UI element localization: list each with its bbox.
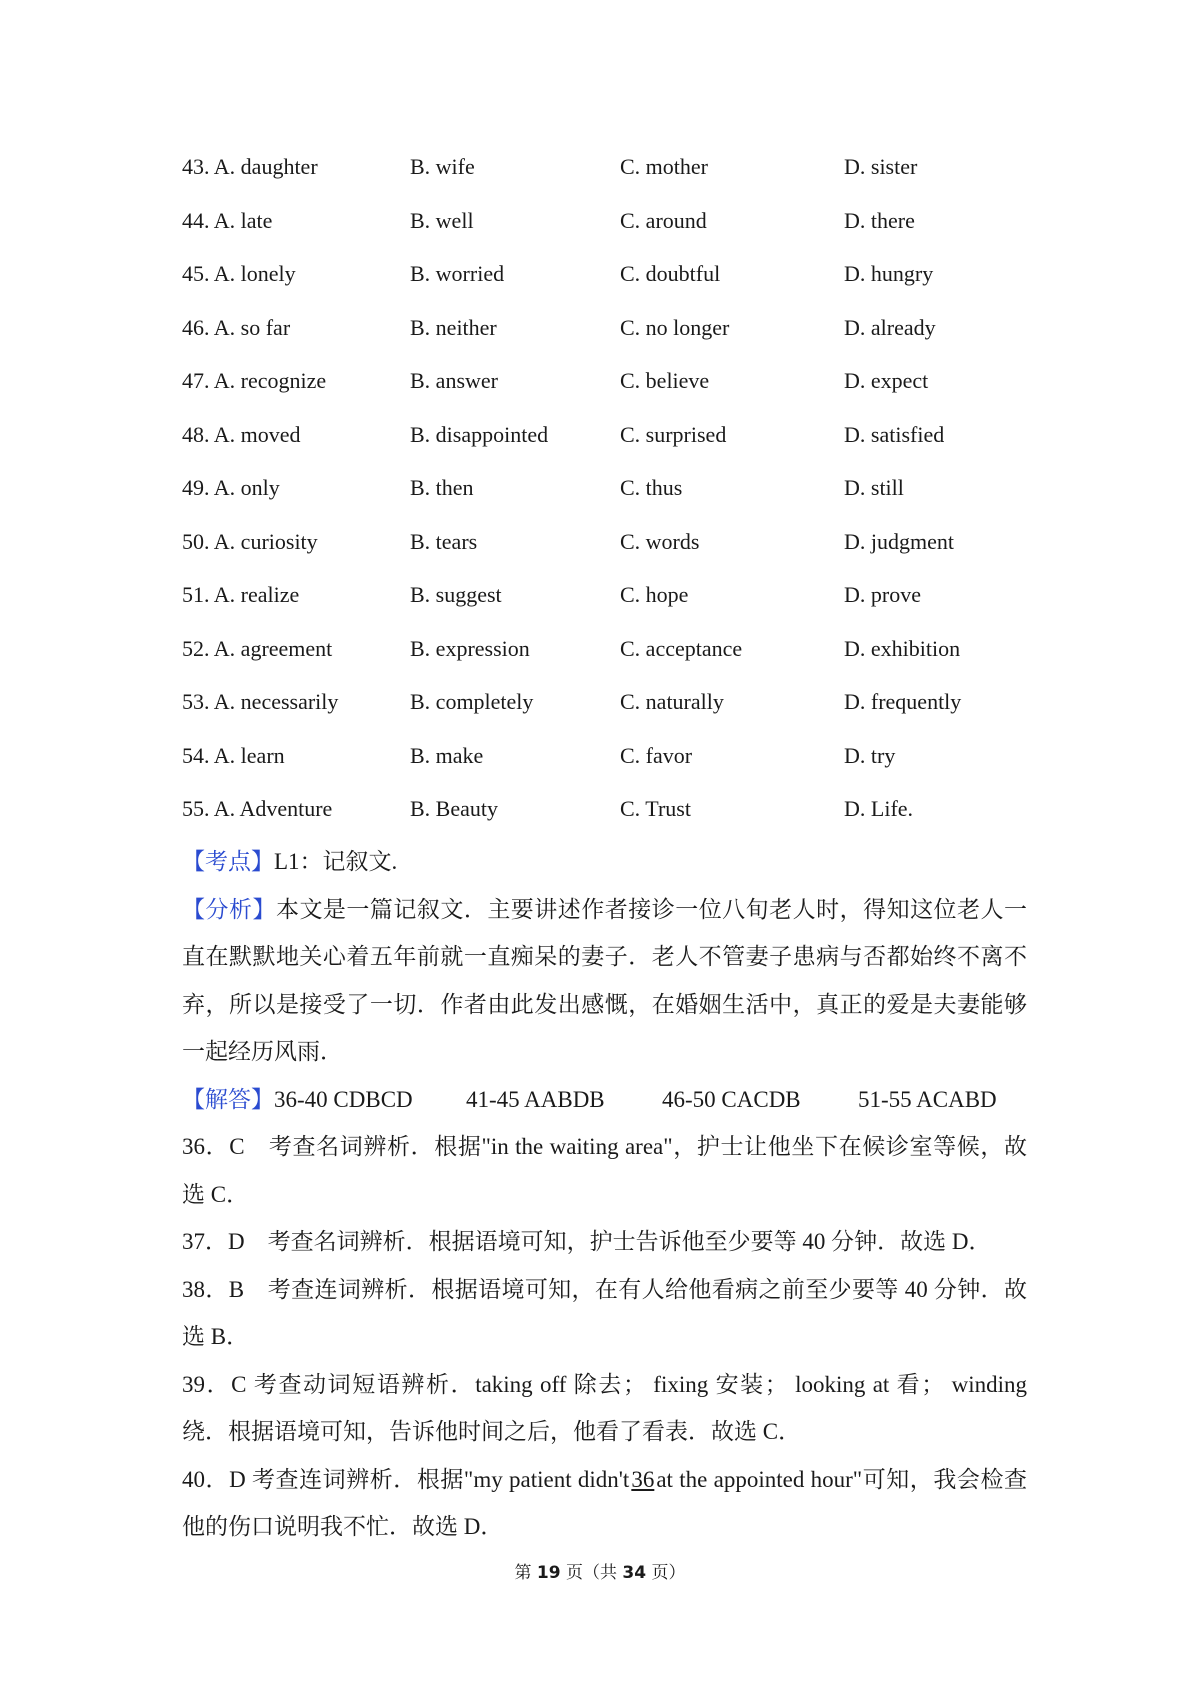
option: B. expression	[410, 635, 530, 661]
option: D. satisfied	[844, 421, 945, 447]
kaodian-paragraph	[182, 838, 1027, 886]
option: D. Life.	[844, 796, 914, 821]
fenxi-paragraph	[182, 886, 1027, 1076]
option: B. neither	[410, 314, 497, 340]
option: 49. A. only	[182, 475, 280, 500]
kaodian-text: L1：记叙文.	[274, 849, 398, 874]
option: D. there	[844, 207, 915, 233]
option: D. still	[844, 475, 904, 500]
option: C. favor	[620, 742, 693, 768]
answer-group: 36-40 CDBCD	[274, 1086, 413, 1112]
option: 53. A. necessarily	[182, 689, 339, 714]
option-row-54	[182, 743, 1062, 797]
option-row-51	[182, 582, 1062, 636]
option: 44. A. late	[182, 207, 273, 233]
option-row-53	[182, 689, 1062, 743]
option: 54. A. learn	[182, 742, 285, 768]
option: D. frequently	[844, 689, 962, 714]
answer-group: 41-45 AABDB	[466, 1086, 605, 1112]
option-row-47	[182, 368, 1062, 422]
option: C. doubtful	[620, 261, 721, 286]
item-36: 36．C 考查名词辨析．根据"in the waiting area"，护士让他坐下在候诊室等候，故选 C．	[182, 1134, 1027, 1207]
option: 55. A. Adventure	[182, 796, 333, 821]
option: D. try	[844, 742, 896, 768]
item-39: 39．C 考查动词短语辨析．taking off 除去； fixing 安装； looking at 看； winding 绕．根据语境可知，告诉他时间之后，他看了看表．故选 C．	[182, 1371, 1027, 1444]
option: C. surprised	[620, 421, 727, 447]
option: 46. A. so far	[182, 314, 291, 340]
option: D. hungry	[844, 261, 934, 286]
option: 52. A. agreement	[182, 635, 333, 661]
option-row-44	[182, 208, 1062, 262]
option: C. believe	[620, 368, 710, 393]
options-table	[182, 154, 1062, 850]
footer-post: 页）	[646, 1563, 686, 1583]
item-40-blank: 36	[631, 1466, 655, 1492]
option-row-48	[182, 422, 1062, 476]
fenxi-tag: 【分析】	[182, 896, 276, 922]
item-37: 37．D 考查名词辨析．根据语境可知，护士告诉他至少要等 40 分钟．故选 D．	[182, 1229, 992, 1254]
analysis-section	[182, 838, 1027, 1551]
option: D. exhibition	[844, 635, 961, 661]
option: C. Trust	[620, 796, 691, 821]
option: C. around	[620, 207, 707, 233]
option: B. Beauty	[410, 796, 498, 821]
option: D. expect	[844, 368, 929, 393]
answer-group: 46-50 CACDB	[662, 1086, 801, 1112]
footer-mid: 页（共	[560, 1563, 623, 1583]
item-40-pre: 40．D 考查连词辨析．根据"my patient didn't	[182, 1466, 630, 1492]
option: 43. A. daughter	[182, 154, 318, 179]
jieda-tag: 【解答】	[182, 1086, 274, 1112]
option: B. make	[410, 742, 484, 768]
option: D. already	[844, 314, 936, 340]
option: D. judgment	[844, 528, 954, 554]
option-row-46	[182, 315, 1062, 369]
option: 45. A. lonely	[182, 261, 296, 286]
option: 47. A. recognize	[182, 368, 327, 393]
option-row-50	[182, 529, 1062, 583]
option: B. well	[410, 207, 474, 233]
footer-total-pages: 34	[622, 1563, 647, 1583]
option: 50. A. curiosity	[182, 528, 318, 554]
option: D. prove	[844, 582, 921, 607]
option: B. answer	[410, 368, 498, 393]
option: B. completely	[410, 689, 534, 714]
item-40	[182, 1456, 1027, 1551]
option: C. no longer	[620, 314, 730, 340]
option: B. suggest	[410, 582, 502, 607]
answer-group: 51-55 ACABD	[858, 1086, 997, 1112]
item-40-post: at the appointed hour"可知，我会检查他的伤口说明我不忙．故选 D．	[182, 1466, 1027, 1539]
option-row-49	[182, 475, 1062, 529]
option-row-45	[182, 261, 1062, 315]
option: C. hope	[620, 582, 689, 607]
footer-page-number: 19	[536, 1563, 561, 1583]
option: C. naturally	[620, 689, 724, 714]
kaodian-tag: 【考点】	[182, 849, 274, 874]
option: B. then	[410, 475, 474, 500]
option-row-43	[182, 154, 1062, 208]
option: B. worried	[410, 261, 505, 286]
option: 51. A. realize	[182, 582, 300, 607]
option: C. thus	[620, 475, 683, 500]
option-row-52	[182, 636, 1062, 690]
option: C. acceptance	[620, 635, 743, 661]
option: B. disappointed	[410, 421, 549, 447]
option: D. sister	[844, 154, 918, 179]
option: C. mother	[620, 154, 708, 179]
footer-pre: 第	[514, 1563, 537, 1583]
option: B. tears	[410, 528, 478, 554]
page-footer	[0, 1558, 1200, 1583]
option: C. words	[620, 528, 700, 554]
jieda-paragraph	[182, 1076, 1027, 1124]
fenxi-text: 本文是一篇记叙文．主要讲述作者接诊一位八旬老人时，得知这位老人一直在默默地关心着五年前就一直痴呆的妻子．老人不管妻子患病与否都始终不离不弃，所以是接受了一切．作者由此发出感慨，在婚姻生活中，真正的爱是夫妻能够一起经历风雨．	[182, 896, 1028, 1064]
option: B. wife	[410, 154, 475, 179]
option: 48. A. moved	[182, 421, 301, 447]
item-38: 38．B 考查连词辨析．根据语境可知，在有人给他看病之前至少要等 40 分钟．故选 B．	[182, 1276, 1027, 1349]
